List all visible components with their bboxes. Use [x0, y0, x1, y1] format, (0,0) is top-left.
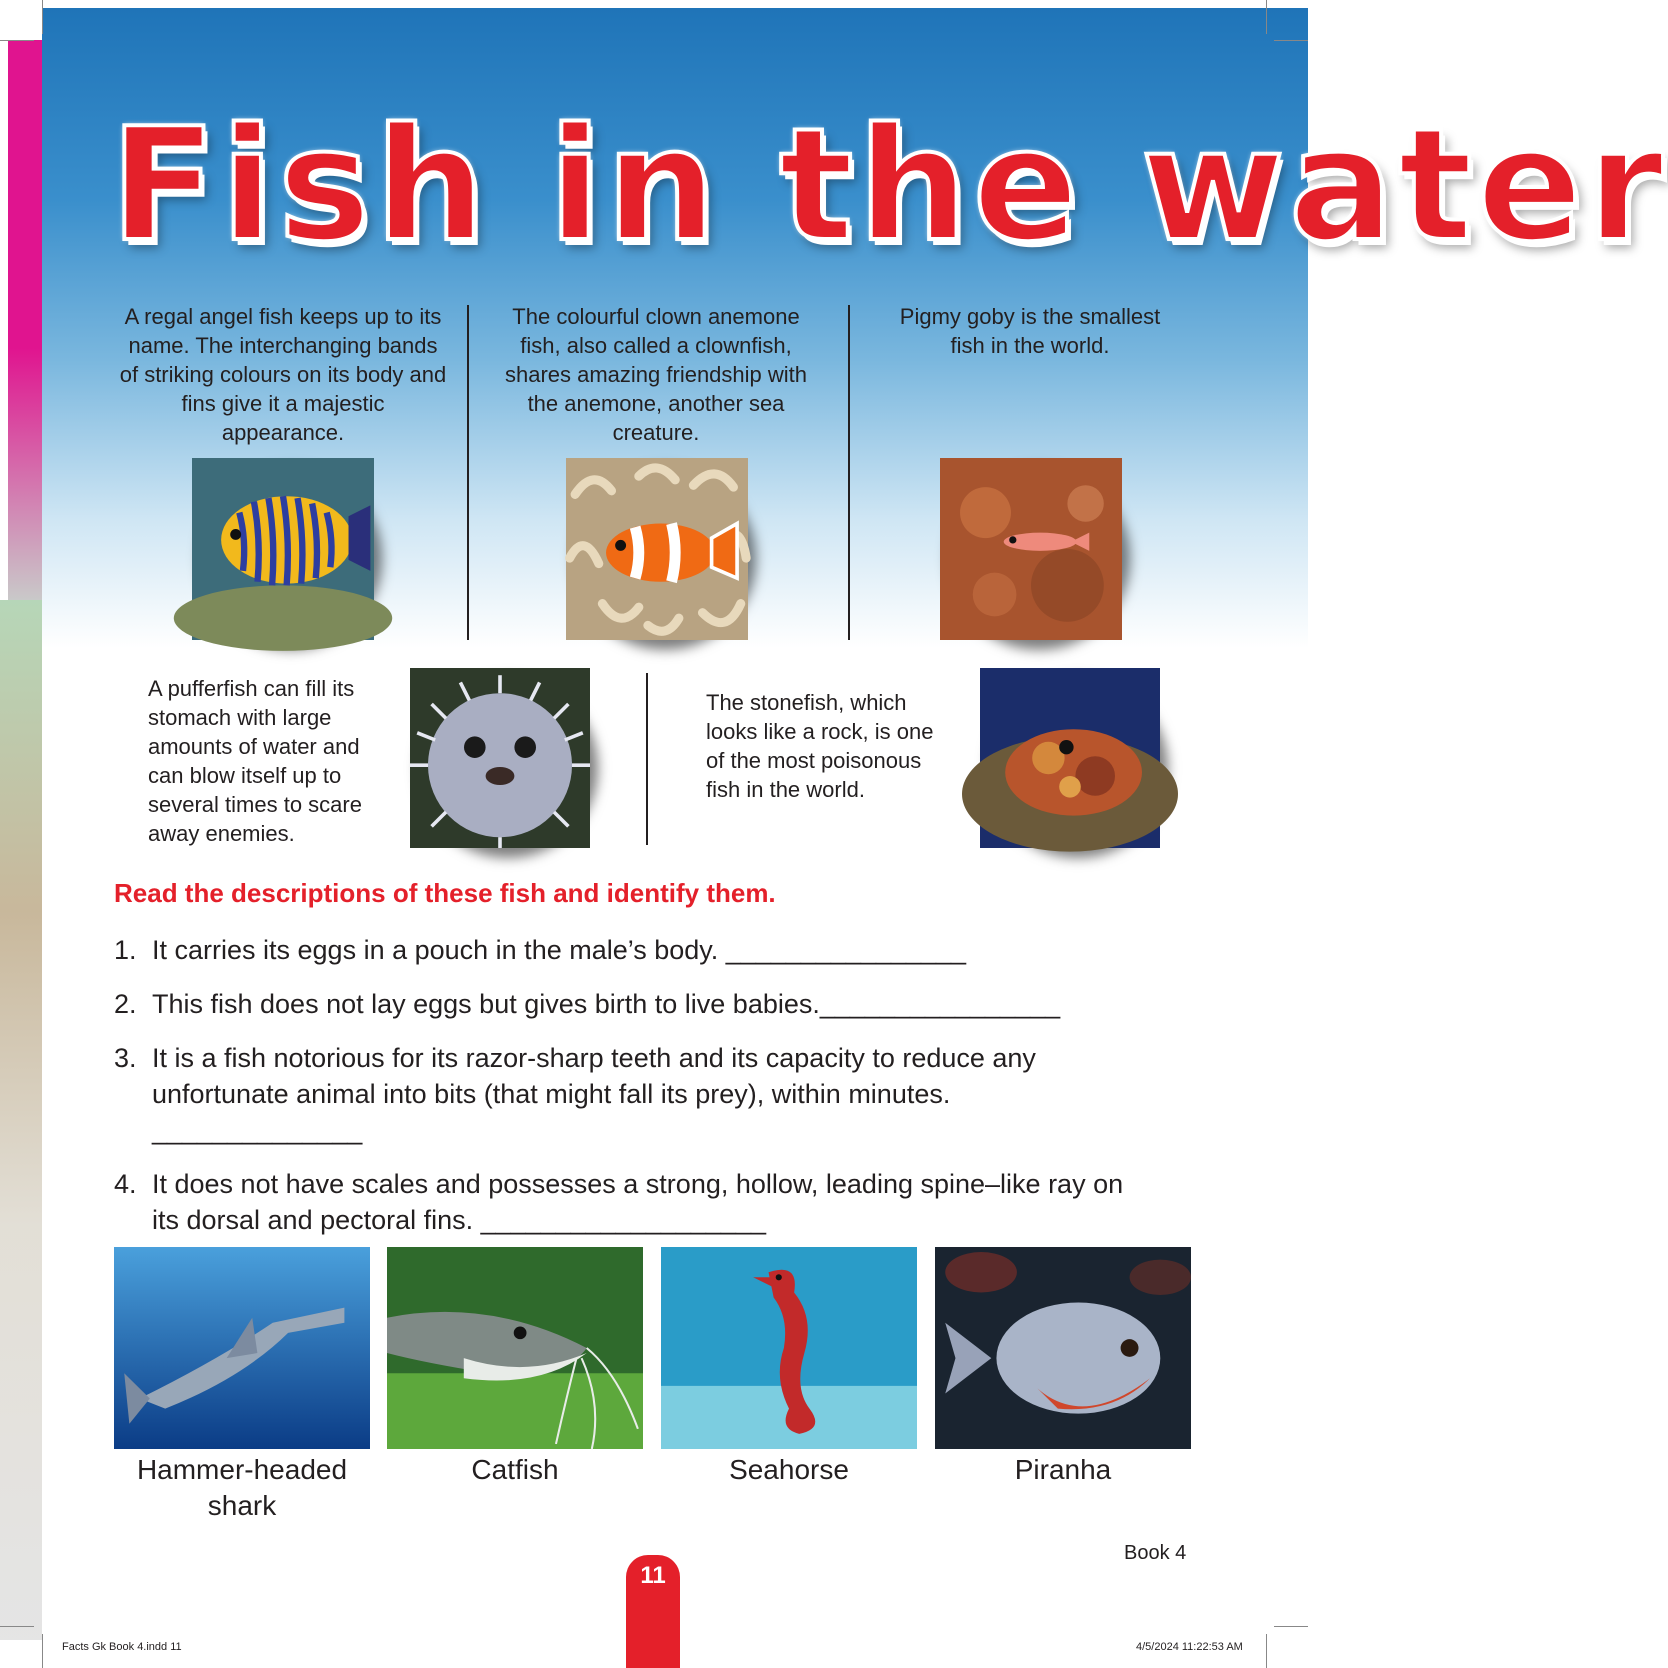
- crop-mark: [0, 1626, 34, 1627]
- clownfish-image: [566, 458, 748, 640]
- crop-mark: [1274, 40, 1308, 41]
- slug-timestamp: 4/5/2024 11:22:53 AM: [1136, 1641, 1243, 1653]
- page-number: 11: [640, 1562, 666, 1589]
- pink-edge-strip: [8, 40, 42, 600]
- caption-line: Hammer-headed: [136, 1454, 348, 1485]
- question-2: [114, 986, 1214, 1026]
- question-1: [114, 932, 1214, 972]
- pufferfish-image: [410, 668, 590, 848]
- question-number: 1.: [114, 935, 137, 965]
- caption-line: shark: [207, 1490, 277, 1521]
- question-number: 3.: [114, 1043, 137, 1073]
- catfish-photo: [387, 1247, 643, 1449]
- book-label: Book 4: [1124, 1542, 1187, 1564]
- question-text-continued: its dorsal and pectoral fins. ___________________: [152, 1205, 766, 1235]
- left-bleed-image: [0, 600, 42, 1640]
- seahorse-photo: [661, 1247, 917, 1449]
- page-title: Fish in the water: [110, 94, 1668, 276]
- goby-description: Pigmy goby is the smallest fish in the world.: [899, 304, 1161, 358]
- stonefish-image: [980, 668, 1160, 848]
- caption-piranha: Piranha: [1014, 1454, 1112, 1485]
- question-text: It is a fish notorious for its razor-sharp teeth and its capacity to reduce any: [152, 1043, 1036, 1073]
- clownfish-description: The colourful clown anemone fish, also called a clownfish, shares amazing friendship with the anemone, another sea creature.: [504, 304, 808, 445]
- question-4: [114, 1166, 1224, 1242]
- caption-catfish: Catfish: [471, 1454, 559, 1485]
- question-3: [114, 1040, 1224, 1150]
- question-number: 2.: [114, 989, 137, 1019]
- question-text: It does not have scales and possesses a strong, hollow, leading spine–like ray on: [152, 1169, 1124, 1199]
- caption-seahorse: Seahorse: [729, 1454, 849, 1485]
- crop-mark: [42, 0, 43, 34]
- crop-mark: [1274, 1626, 1308, 1627]
- answer-blank: ______________: [152, 1115, 363, 1145]
- crop-mark: [1266, 1634, 1267, 1668]
- question-number: 4.: [114, 1169, 137, 1199]
- crop-mark: [0, 40, 34, 41]
- column-divider: [848, 305, 850, 640]
- hammerhead-shark-photo: [114, 1247, 370, 1449]
- pufferfish-description: A pufferfish can fill its stomach with large amounts of water and can blow itself up to several times to scare away enemies.: [148, 676, 362, 846]
- pygmy-goby-image: [940, 458, 1122, 640]
- column-divider: [467, 305, 469, 640]
- piranha-photo: [935, 1247, 1191, 1449]
- question-text-continued: unfortunate animal into bits (that might fall its prey), within minutes.: [152, 1079, 951, 1109]
- question-text: It carries its eggs in a pouch in the male’s body. ________________: [152, 935, 967, 965]
- instruction-heading: Read the descriptions of these fish and identify them.: [114, 878, 776, 908]
- slug-filename: Facts Gk Book 4.indd 11: [62, 1641, 182, 1653]
- caption-hammerhead: [114, 1452, 370, 1524]
- crop-mark: [1266, 0, 1267, 34]
- crop-mark: [42, 1634, 43, 1668]
- question-text: This fish does not lay eggs but gives birth to live babies.________________: [152, 989, 1061, 1019]
- column-divider: [646, 673, 648, 845]
- stonefish-description: The stonefish, which looks like a rock, is one of the most poisonous fish in the world.: [706, 690, 934, 802]
- angelfish-description: A regal angel fish keeps up to its name. The interchanging bands of striking colours on its body and fins give it a majestic appearance.: [119, 304, 447, 445]
- angelfish-image: [192, 458, 374, 640]
